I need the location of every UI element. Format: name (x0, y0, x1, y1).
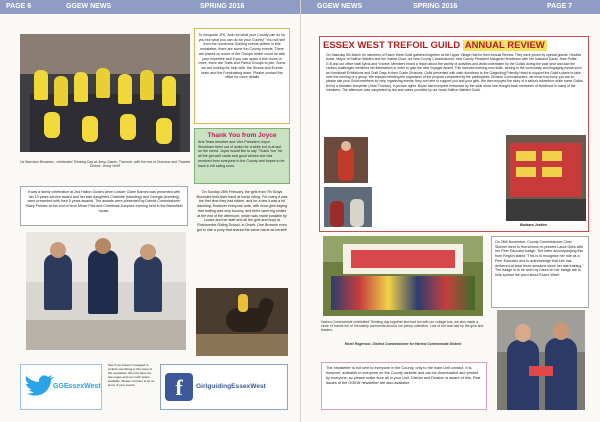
newsletter-availability-note (321, 362, 487, 410)
twitter-bird-icon (24, 375, 54, 401)
trefoil-review-box (319, 36, 589, 232)
peer-educator-text: On 26th November, County Commissioner Chris Skinner went to Hornchurch to present Laura Giles with her Peer Educator badge. The letter accompanying this from Region stated "This is to recognise her role as a Peer Educator and to acknowledge that she has delivered at least three sessions since her last training." The badge is to be worn by Laura on her badge tab to help spread the word about Essex West! (495, 240, 584, 277)
peer-educator-story-box (491, 236, 589, 308)
horse-riding-story (194, 188, 290, 284)
volunteer-appeal-text: To misquote JFK,"Ask not what your County can do for you but what you can do for your County!" You will see from the numerous Guiding events written in this newsletter, there are some fun County events. There are places on some of the Groups which could do with your expertise and if you can spare a few hours or more, there are Trails and Parish Groups to join. Some we are looking for help with: the Shows and Events team and the Fundraising team. Please contact the office for more details (198, 33, 286, 80)
trefoil-review-text: On Saturday 5th March 64 members of Essex West Guild gathered together at the Upper Village Hall for their Annual Review. They were joined by special guests, Heather Acker, Mayor of Saffron Walden and her invited Chair, our new County Commissioner; new County President Margaret Henderson with her husband David; Jean Potter, G.B and our office staff Sylvia and Yvonne. Members heard a report about the variety of activities and visits undertaken by the Guilds during the past year and saw the various challenges members set themselves in order to gain the new Voyager Award. This involved learning new skills, sewing in the community and engaging media such as Handicraft Exhibitions and Craft Days in their Guide Divisions. Guild presented with cash donations to the Girlguiding Friendly Hand to support the Guild's plans to take over the running of a group. We enjoyed meeting the organisers of the projects completed by the participants. Division Commissioners, we know how busy you are so please ask your Guild members for help organising events; they are here to support you and your girls. We then enjoyed the story of a sailor's adventure while some Guilds, led by a dramatic storyteller (Jane Thurlow), in picture-rights. Bryan had everyone entranced by the slide show she brought back memories of childhood in many of the members. The afternoon was completed by tea and cakes provided by our hosts Saffron Walden Guild. (326, 53, 584, 93)
publication-name-left: GGEW NEWS (66, 3, 112, 10)
facebook-page-name: GirlguidingEssexWest (196, 383, 266, 390)
award-photo (26, 232, 186, 350)
trefoil-guests-photo (324, 187, 372, 227)
trefoil-display-photo (506, 135, 586, 221)
thank-you-joyce-title: Thank You from Joyce (207, 132, 277, 139)
trefoil-title-main: ESSEX WEST TREFOIL GUILD (323, 40, 461, 51)
trefoil-review-signature: Barbara Justice (520, 223, 547, 227)
small-note-text: See if you haven't managed to include something in this issue of the newsletter. We only have too few pages and our much space available. Please continue to let us know of your events (108, 364, 155, 387)
right-page (300, 0, 600, 422)
brownies-photo (20, 34, 190, 152)
trefoil-title (323, 40, 585, 52)
horse-riding-photo (196, 288, 288, 356)
twitter-banner[interactable] (20, 364, 102, 410)
thinking-day-signature: Rozel Rogerson, District Commissioner for Harlow Commonside District (344, 342, 462, 346)
trefoil-speaker-photo (324, 137, 368, 183)
brownies-caption: 1st Barnston Brownies , celebrated Thinking Day at Jump Giants, Thurrock, with the rest of Dunmow and Thaxted District. Jenny Wolff (19, 160, 191, 169)
page-number-left: PAGE 6 (6, 3, 32, 10)
right-page-header (301, 0, 600, 14)
small-note (108, 364, 156, 410)
twitter-handle: GGEssexWest (53, 383, 101, 390)
peer-educator-photo (497, 310, 585, 410)
volunteer-appeal-box (194, 28, 290, 124)
trefoil-title-highlight: ANNUAL REVIEW (464, 40, 545, 51)
thinking-day-caption: Harlow Commonside celebrated Thinking day together and had fun with our collage bus, we also made a circle of 'hands full of' friendship comments around our penny collection. Lots of fun was had by the girls and leaders. (321, 320, 484, 333)
left-page-header (0, 0, 300, 14)
horse-riding-text: On Sunday 28th February, the girls from 7th Grays Brownies tried their hand at horse riding. For many it was the first time they had ridden, and for a few it was a bit daunting. However everyone rode, with most girls saying that trotting was very bouncy, and there were big smiles at the end of the afternoon, which was made possible by Louise and her staff and all the girls and boys at Rushcombe Riding School, in Orsett. One Brownie even got to ride a pony that shared the same name as herself! (196, 190, 288, 232)
thinking-day-photo (323, 236, 483, 316)
thank-you-joyce-text: Arts Team member and Vice-President Joyce Stockham been out of action for a while but is at last on the mend. Joyce would like to say "Thank You" for all the get-well cards and good wishes she has received from everyone in the County and hopes to be back in full swing soon. (198, 140, 285, 168)
award-story-box (20, 186, 188, 226)
newsletter-availability-text: The newsletter is not sent to everyone in the County, only to the main Unit contact. It is, however, available to everyone on the County website and can be downloaded and printed by everyone, so please make sure all in your Unit, District and Division is aware of this. Past issues of the GGEW newsletter are also available. (326, 366, 481, 385)
thank-you-joyce-box (194, 128, 290, 184)
award-story-text: It was a family celebration at 2nd Halton Guides when Leader Claire Barnes was presented with her 10 years service award and her twin daughters Charlotte (standing) and Georgia (kneeling) were presented with their 5 years awards. The awards were presented by District Commissioner Hilary Pointes at the end of term Mince Pies and Christmas Jumpers evening held in the Barnsfield house. (25, 190, 183, 213)
publication-name-right: GGEW NEWS (317, 3, 363, 10)
issue-right: SPRING 2016 (413, 3, 458, 10)
page-number-right: PAGE 7 (547, 3, 573, 10)
facebook-icon: f (165, 373, 193, 401)
facebook-banner[interactable] (160, 364, 288, 410)
issue-left: SPRING 2016 (200, 3, 245, 10)
